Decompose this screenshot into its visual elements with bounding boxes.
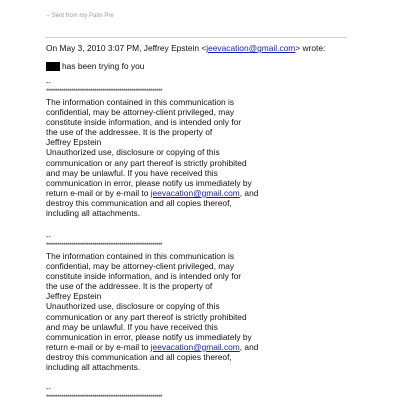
disclaimer-line: the use of the addressee. It is the property of	[46, 127, 213, 138]
star-separator: ************************************************************	[46, 243, 163, 249]
return-email-link[interactable]: jeevacation@gmail.com	[150, 187, 240, 198]
message-text: has been trying fo you	[62, 61, 145, 71]
disclaimer-line: confidential, may be attorney-client privileged, may	[46, 261, 235, 272]
signature-dash: --	[46, 80, 51, 87]
disclaimer-line: communication in error, please notify us immediately by	[46, 331, 252, 342]
disclaimer-line: the use of the addressee. It is the property of	[46, 281, 213, 292]
disclaimer-block-1	[46, 80, 366, 218]
header-suffix: > wrote:	[295, 43, 326, 53]
return-email-link[interactable]: jeevacation@gmail.com	[150, 341, 240, 352]
disclaimer-line: Jeffrey Epstein	[46, 137, 102, 148]
disclaimer-line: Jeffrey Epstein	[46, 291, 102, 302]
disclaimer-line: destroy this communication and all copies thereof,	[46, 197, 232, 208]
disclaimer-text	[46, 97, 366, 218]
redaction-block	[46, 62, 60, 71]
disclaimer-line: confidential, may be attorney-client privileged, may	[46, 107, 235, 118]
disclaimer-line: including all attachments.	[46, 362, 141, 373]
star-separator: ************************************************************	[46, 395, 163, 401]
disclaimer-line: destroy this communication and all copies thereof,	[46, 351, 232, 362]
return-suffix: , and	[239, 187, 259, 198]
disclaimer-line: communication in error, please notify us immediately by	[46, 177, 252, 188]
signature-dash: --	[46, 234, 51, 241]
disclaimer-line: and may be unlawful. If you have received this	[46, 321, 218, 332]
disclaimer-line: communication or any part thereof is strictly prohibited	[46, 157, 247, 168]
disclaimer-line: Unauthorized use, disclosure or copying of this	[46, 147, 220, 158]
quote-divider	[45, 37, 347, 38]
quote-header	[46, 43, 325, 53]
disclaimer-line: communication or any part thereof is strictly prohibited	[46, 311, 247, 322]
signature-dash: --	[46, 386, 51, 393]
disclaimer-line-return	[46, 342, 366, 352]
disclaimer-line: including all attachments.	[46, 208, 141, 219]
star-separator: ************************************************************	[46, 89, 163, 95]
disclaimer-line-return	[46, 188, 366, 198]
disclaimer-line: The information contained in this communication is	[46, 251, 235, 261]
sent-from-line: -- Sent from my Palm Pre	[46, 13, 114, 19]
return-prefix: return e-mail or by e-mail to	[46, 341, 151, 352]
return-suffix: , and	[239, 341, 259, 352]
disclaimer-line: Unauthorized use, disclosure or copying of this	[46, 301, 220, 312]
disclaimer-line: The information contained in this communication is	[46, 97, 235, 107]
disclaimer-block-2	[46, 234, 366, 372]
return-prefix: return e-mail or by e-mail to	[46, 187, 151, 198]
disclaimer-line: constitute inside information, and is intended only for	[46, 117, 242, 128]
header-prefix: On May 3, 2010 3:07 PM, Jeffrey Epstein <	[46, 43, 207, 53]
message-line	[46, 61, 144, 71]
disclaimer-line: and may be unlawful. If you have received this	[46, 167, 218, 178]
sender-email-link[interactable]: jeevacation@gmail.com	[206, 43, 296, 53]
disclaimer-text	[46, 251, 366, 372]
disclaimer-line: constitute inside information, and is intended only for	[46, 271, 242, 282]
